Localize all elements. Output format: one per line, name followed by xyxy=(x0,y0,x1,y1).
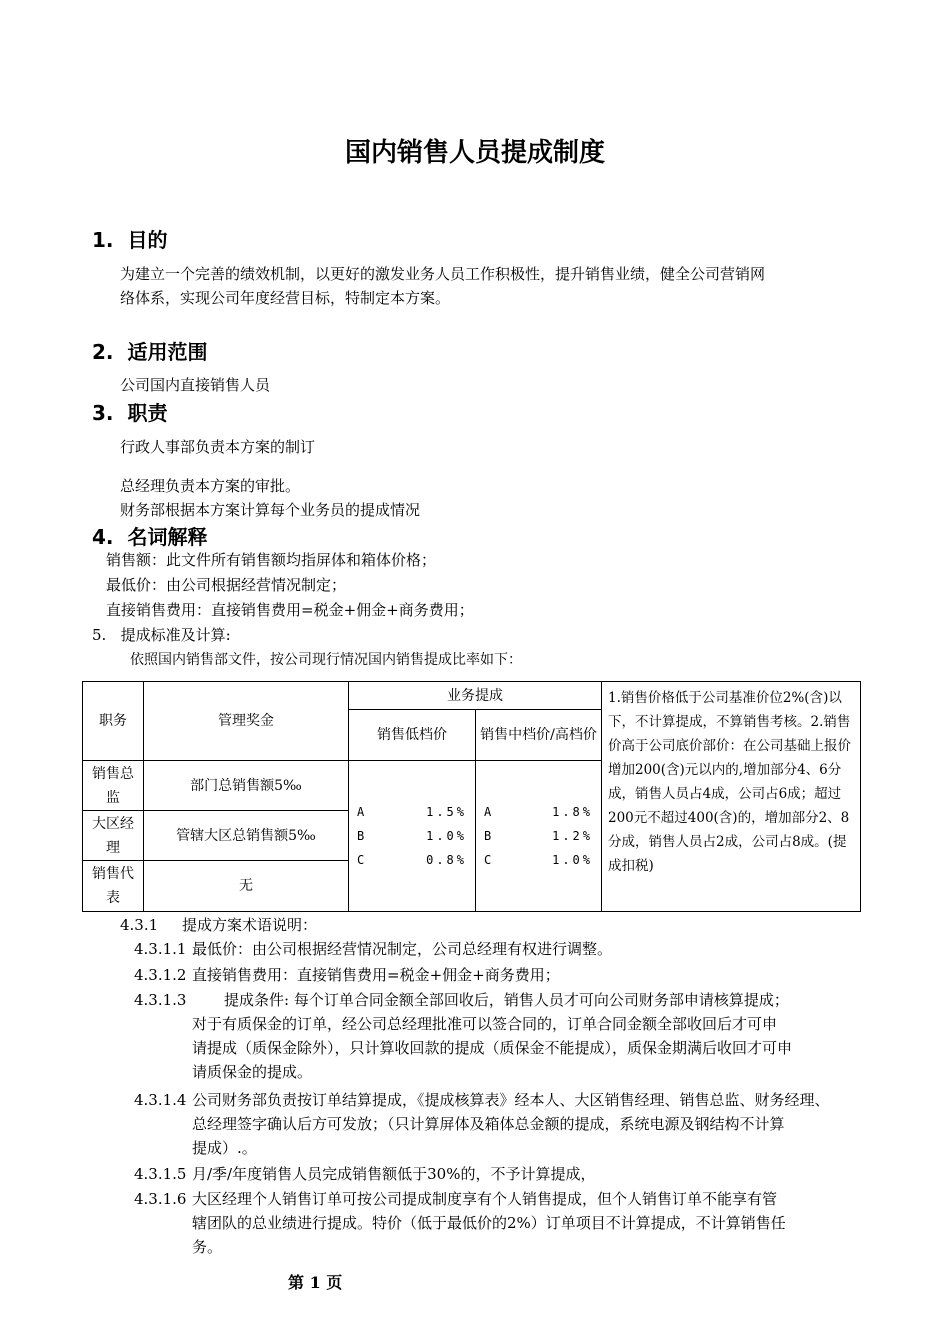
bonus-cell: 管辖大区总销售额5‰ xyxy=(144,811,349,861)
section-title: 提成标准及计算: xyxy=(120,626,231,644)
header-position: 职务 xyxy=(83,682,144,761)
commission-table xyxy=(82,681,861,912)
rate-value: 1.5% xyxy=(426,805,467,819)
section-title: 职责 xyxy=(127,401,168,425)
clause-line: 请提成（质保金除外），只计算收回款的提成（质保金不能提成），质保金期满后收回才可申 xyxy=(192,1039,793,1057)
position-cell: 销售总监 xyxy=(83,761,144,811)
header-business-commission: 业务提成 xyxy=(349,682,602,710)
clause-line: 对于有质保金的订单，经公司总经理批准可以签合同的，订单合同金额全部收回后才可申 xyxy=(192,1015,778,1033)
position-cell: 大区经理 xyxy=(83,811,144,861)
definition-line: 直接销售费用：直接销售费用=税金+佣金+商务费用； xyxy=(106,601,474,619)
clause-line: 月/季/年度销售人员完成销售额低于30%的，不予计算提成， xyxy=(192,1165,596,1183)
clause-item xyxy=(134,988,874,1084)
low-price-rates xyxy=(349,761,476,912)
rate-value: 0.8% xyxy=(426,853,467,867)
header-low-price: 销售低档价 xyxy=(349,710,476,761)
paragraph-line: 络体系，实现公司年度经营目标，特制定本方案。 xyxy=(120,289,451,307)
header-management-bonus: 管理奖金 xyxy=(144,682,349,761)
bonus-cell: 部门总销售额5‰ xyxy=(144,761,349,811)
section-3-heading xyxy=(92,397,167,426)
section-title: 名词解释 xyxy=(127,525,208,549)
section-1-heading xyxy=(92,224,167,253)
clause-number: 4.3.1.4 xyxy=(134,1091,187,1109)
clause-line: 直接销售费用：直接销售费用=税金+佣金+商务费用； xyxy=(192,966,560,984)
clause-item xyxy=(134,1162,874,1186)
table-intro: 依照国内销售部文件，按公司现行情况国内销售提成比率如下： xyxy=(130,652,522,668)
clause-line: 务。 xyxy=(192,1238,223,1256)
mid-price-rates xyxy=(476,761,602,912)
rate-grade: C xyxy=(357,853,368,867)
clause-title: 提成方案术语说明： xyxy=(182,916,318,934)
clause-number: 4.3.1.1 xyxy=(134,940,187,958)
rate-value: 1.8% xyxy=(552,805,593,819)
paragraph-line: 为建立一个完善的绩效机制，以更好的激发业务人员工作积极性，提升销售业绩，健全公司营销网 xyxy=(120,265,766,283)
rate-grade: B xyxy=(357,829,368,843)
section-title: 目的 xyxy=(127,228,168,252)
rate-grade: A xyxy=(484,805,495,819)
clause-line: 总经理签字确认后方可发放；（只计算屏体及箱体总金额的提成，系统电源及钢结构不计算 xyxy=(192,1115,785,1133)
rate-value: 1.0% xyxy=(552,853,593,867)
rate-grade: C xyxy=(484,853,495,867)
rate-row xyxy=(357,848,467,872)
clause-line: 提成）.。 xyxy=(192,1139,257,1157)
clause-item xyxy=(134,1187,874,1259)
section-4-heading xyxy=(92,521,207,550)
clause-item xyxy=(134,963,874,987)
section-number: 2. xyxy=(92,340,114,364)
clause-line: 大区经理个人销售订单可按公司提成制度享有个人销售提成，但个人销售订单不能享有管 xyxy=(192,1190,778,1208)
rate-row xyxy=(357,800,467,824)
position-cell: 销售代表 xyxy=(83,861,144,912)
clause-number: 4.3.1 xyxy=(120,916,159,934)
section-5-heading xyxy=(92,623,231,647)
rate-row xyxy=(484,848,593,872)
section-number: 3. xyxy=(92,401,114,425)
clause-line: 辖团队的总业绩进行提成。特价（低于最低价的2%）订单项目不计算提成，不计算销售任 xyxy=(192,1214,786,1232)
header-mid-high-price: 销售中档价/高档价 xyxy=(476,710,602,761)
page-number: 第 1 页 xyxy=(288,1273,343,1292)
section-2-heading xyxy=(92,336,207,365)
definition-line: 销售额：此文件所有销售额均指屏体和箱体价格； xyxy=(106,551,437,569)
section-number: 4. xyxy=(92,525,114,549)
clause-heading xyxy=(120,913,317,937)
rate-grade: B xyxy=(484,829,495,843)
clause-item xyxy=(134,937,874,961)
clause-number: 4.3.1.2 xyxy=(134,966,187,984)
paragraph-line: 行政人事部负责本方案的制订 xyxy=(120,438,316,456)
clause-number: 4.3.1.5 xyxy=(134,1165,187,1183)
paragraph-line: 总经理负责本方案的审批。 xyxy=(120,477,301,495)
clause-line: 最低价：由公司根据经营情况制定，公司总经理有权进行调整。 xyxy=(192,940,613,958)
paragraph-line: 公司国内直接销售人员 xyxy=(120,376,271,394)
rate-grade: A xyxy=(357,805,368,819)
clause-line: 请质保金的提成。 xyxy=(192,1063,313,1081)
rate-row xyxy=(357,824,467,848)
clause-line: 公司财务部负责按订单结算提成，《提成核算表》经本人、大区销售经理、销售总监、财务经理、 xyxy=(192,1091,830,1109)
bonus-cell: 无 xyxy=(144,861,349,912)
clause-number: 4.3.1.6 xyxy=(134,1190,187,1208)
paragraph-line: 财务部根据本方案计算每个业务员的提成情况 xyxy=(120,501,421,519)
section-number: 1. xyxy=(92,228,114,252)
clause-line: 提成条件: 每个订单合同金额全部回收后，销售人员才可向公司财务部申请核算提成； xyxy=(224,991,789,1009)
clause-item xyxy=(134,1088,874,1160)
rate-row xyxy=(484,800,593,824)
section-title: 适用范围 xyxy=(127,340,208,364)
clause-number: 4.3.1.3 xyxy=(134,991,187,1009)
commission-note: 1.销售价格低于公司基准价位2%(含)以下，不计算提成，不算销售考核。2.销售价高于公司底价部价：在公司基础上报价增加200(含)元以内的,增加部分4、6分成，销售人员占4成，公司占6成；超过200元不超过400(含)的，增加部分2、8分成，销售人员占2成，公司占8成。(提成扣税) xyxy=(602,682,861,912)
rate-row xyxy=(484,824,593,848)
rate-value: 1.0% xyxy=(426,829,467,843)
rate-value: 1.2% xyxy=(552,829,593,843)
section-number: 5. xyxy=(92,626,107,644)
page-title: 国内销售人员提成制度 xyxy=(344,138,605,168)
definition-line: 最低价：由公司根据经营情况制定； xyxy=(106,576,347,594)
